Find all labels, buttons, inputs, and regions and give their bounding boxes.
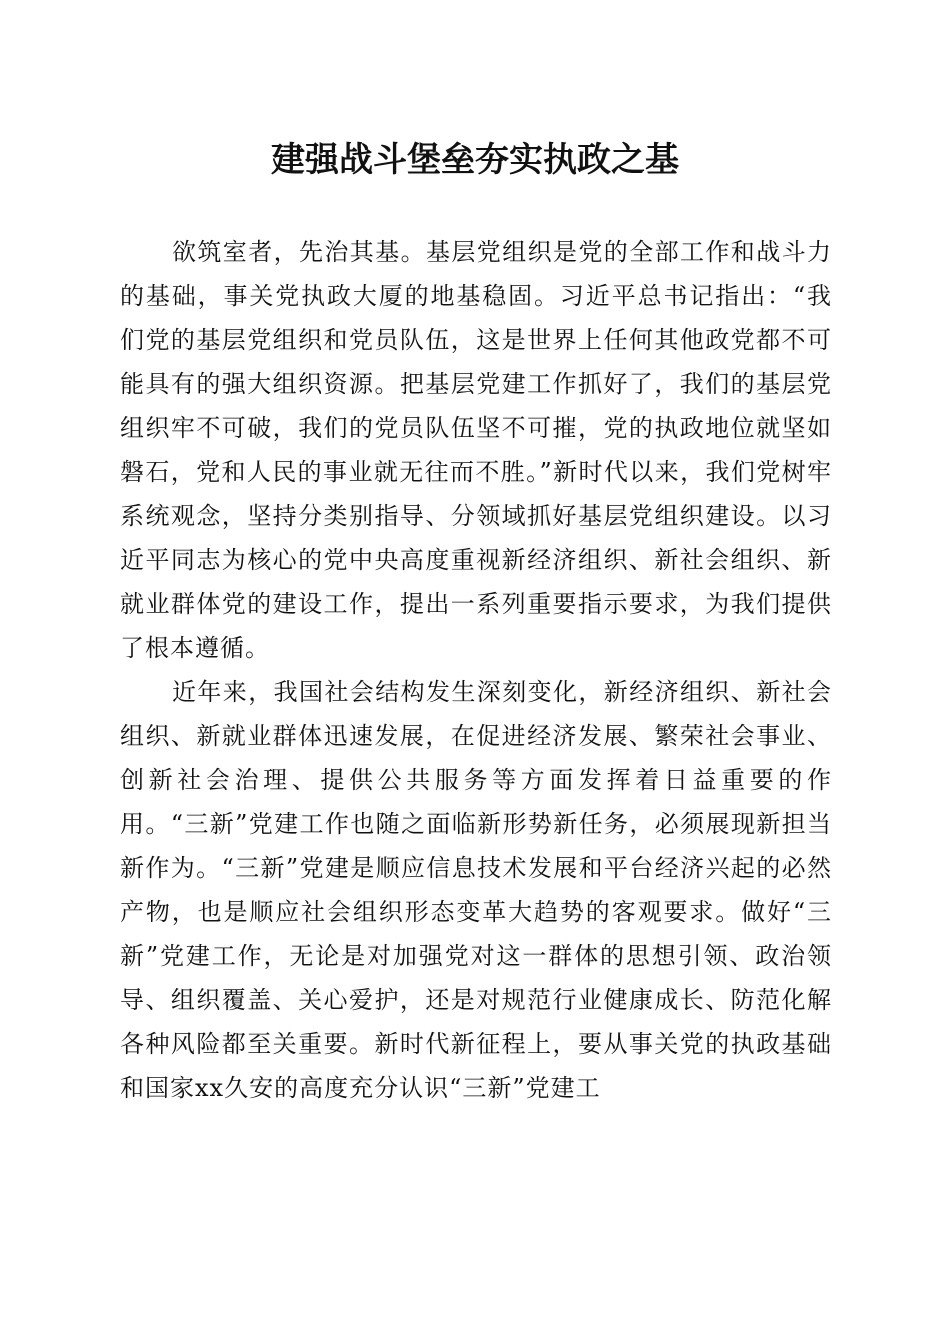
paragraph-2: 近年来，我国社会结构发生深刻变化，新经济组织、新社会组织、新就业群体迅速发展，在促进经济发展、繁荣社会事业、创新社会治理、提供公共服务等方面发挥着日益重要的作用。“三新”党建工作也随之面临新形势新任务，必须展现新担当新作为。“三新”党建是顺应信息技术发展和平台经济兴起的必然产物，也是顺应社会组织形态变革大趋势的客观要求。做好“三新”党建工作，无论是对加强党对这一群体的思想引领、政治领导、组织覆盖、关心爱护，还是对规范行业健康成长、防范化解各种风险都至关重要。新时代新征程上，要从事关党的执政基础和国家xx久安的高度充分认识“三新”党建工 bbox=[120, 678, 832, 1102]
paragraph-1: 欲筑室者，先治其基。基层党组织是党的全部工作和战斗力的基础，事关党执政大厦的地基稳固。习近平总书记指出：“我们党的基层党组织和党员队伍，这是世界上任何其他政党都不可能具有的强大组织资源。把基层党建工作抓好了，我们的基层党组织牢不可破，我们的党员队伍坚不可摧，党的执政地位就坚如磐石，党和人民的事业就无往而不胜。”新时代以来，我们党树牢系统观念，坚持分类别指导、分领域抓好基层党组织建设。以习近平同志为核心的党中央高度重视新经济组织、新社会组织、新就业群体党的建设工作，提出一系列重要指示要求，为我们提供了根本遵循。 bbox=[120, 238, 832, 662]
document-body bbox=[120, 230, 832, 1110]
document-title: 建强战斗堡垒夯实执政之基 bbox=[271, 140, 679, 180]
